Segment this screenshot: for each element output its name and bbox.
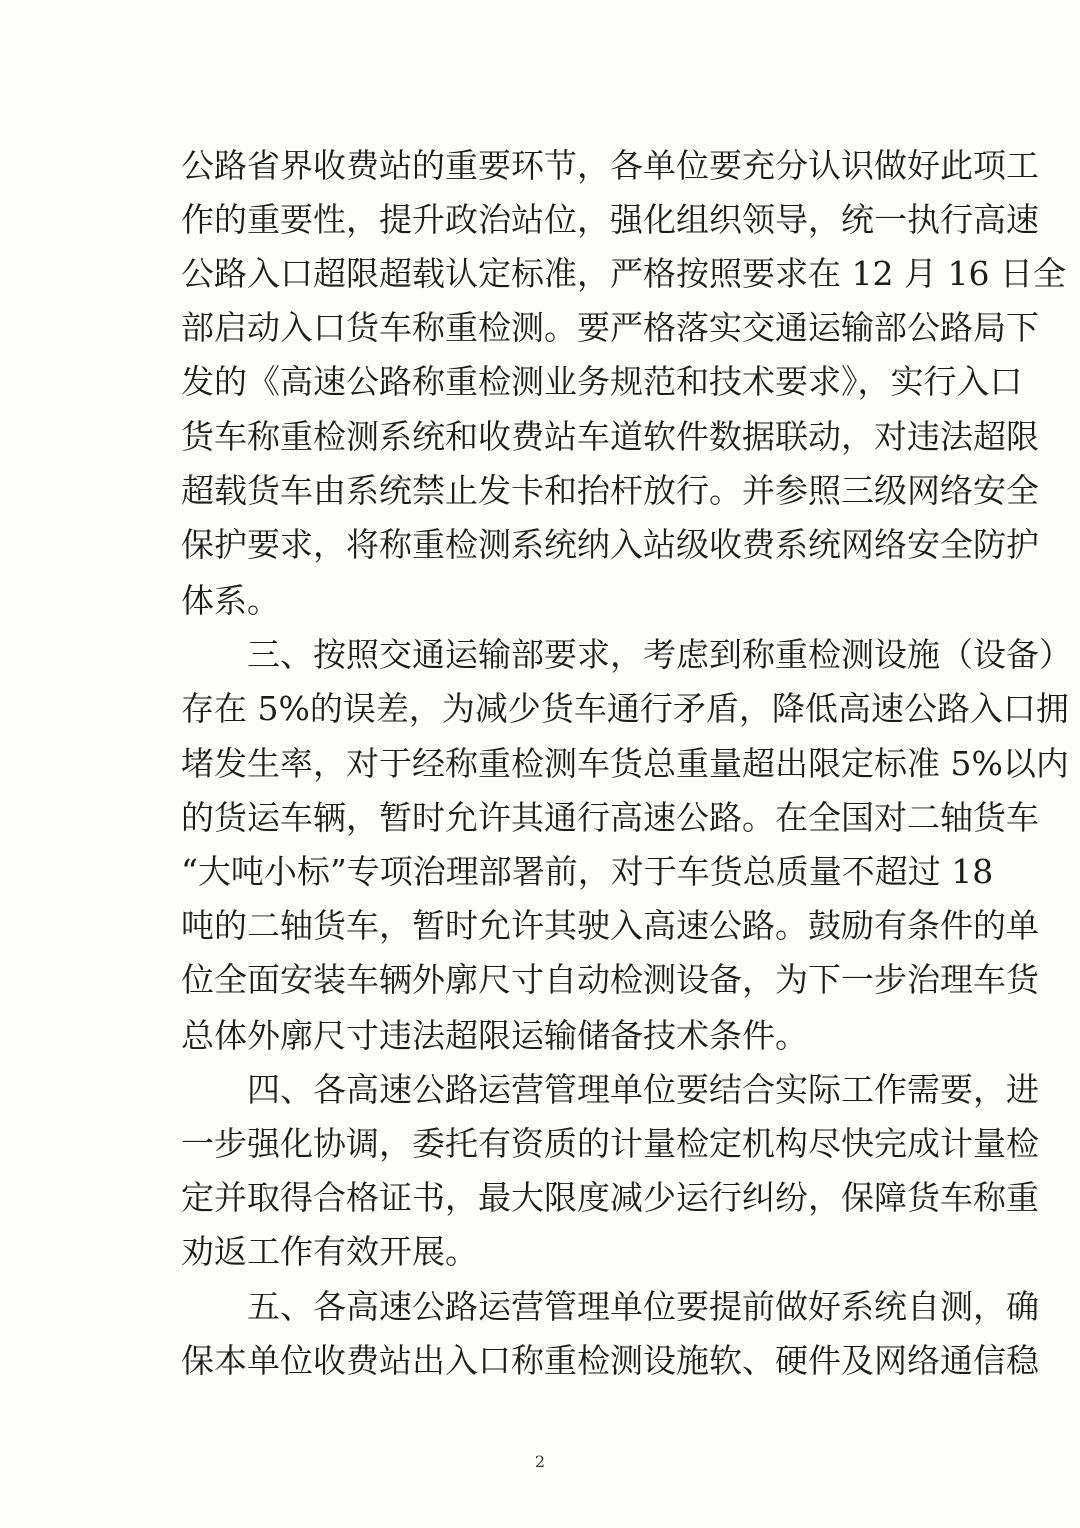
text-line: 吨的二轴货车，暂时允许其驶入高速公路。鼓励有条件的单 xyxy=(181,906,1039,945)
text-line: 超载货车由系统禁止发卡和抬杆放行。并参照三级网络安全 xyxy=(181,471,1039,510)
text-line: 存在 5%的误差，为减少货车通行矛盾，降低高速公路入口拥 xyxy=(181,689,1069,728)
text-line: 作的重要性，提升政治站位，强化组织领导，统一执行高速 xyxy=(181,200,1039,239)
text-line: 公路入口超限超载认定标准，严格按照要求在 12 月 16 日全 xyxy=(181,254,1066,293)
paragraph-4-start: 四、各高速公路运营管理单位要结合实际工作需要，进 xyxy=(247,1070,1039,1109)
paragraph-3-start: 三、按照交通运输部要求，考虑到称重检测设施（设备） xyxy=(247,635,1072,674)
text-line: 堵发生率，对于经称重检测车货总重量超出限定标准 5%以内 xyxy=(181,744,1069,783)
text-line: 劝返工作有效开展。 xyxy=(181,1232,478,1271)
text-line: 体系。 xyxy=(181,581,280,620)
text-line: 部启动入口货车称重检测。要严格落实交通运输部公路局下 xyxy=(181,308,1039,347)
text-line: 的货运车辆，暂时允许其通行高速公路。在全国对二轴货车 xyxy=(181,798,1039,837)
text-line: 一步强化协调，委托有资质的计量检定机构尽快完成计量检 xyxy=(181,1124,1039,1163)
text-line: 定并取得合格证书，最大限度减少运行纠纷，保障货车称重 xyxy=(181,1178,1039,1217)
text-line: 保护要求，将称重检测系统纳入站级收费系统网络安全防护 xyxy=(181,525,1039,564)
text-line: “大吨小标”专项治理部署前，对于车货总质量不超过 18 xyxy=(181,852,994,891)
page-number: 2 xyxy=(534,1452,546,1471)
text-line: 保本单位收费站出入口称重检测设施软、硬件及网络通信稳 xyxy=(181,1341,1039,1380)
text-line: 发的《高速公路称重检测业务规范和技术要求》，实行入口 xyxy=(181,362,1023,401)
text-line: 公路省界收费站的重要环节，各单位要充分认识做好此项工 xyxy=(181,146,1039,185)
paragraph-5-start: 五、各高速公路运营管理单位要提前做好系统自测，确 xyxy=(247,1287,1039,1326)
text-line: 总体外廓尺寸违法超限运输储备技术条件。 xyxy=(181,1016,808,1055)
text-line: 货车称重检测系统和收费站车道软件数据联动，对违法超限 xyxy=(181,417,1039,456)
text-line: 位全面安装车辆外廓尺寸自动检测设备，为下一步治理车货 xyxy=(181,960,1039,999)
